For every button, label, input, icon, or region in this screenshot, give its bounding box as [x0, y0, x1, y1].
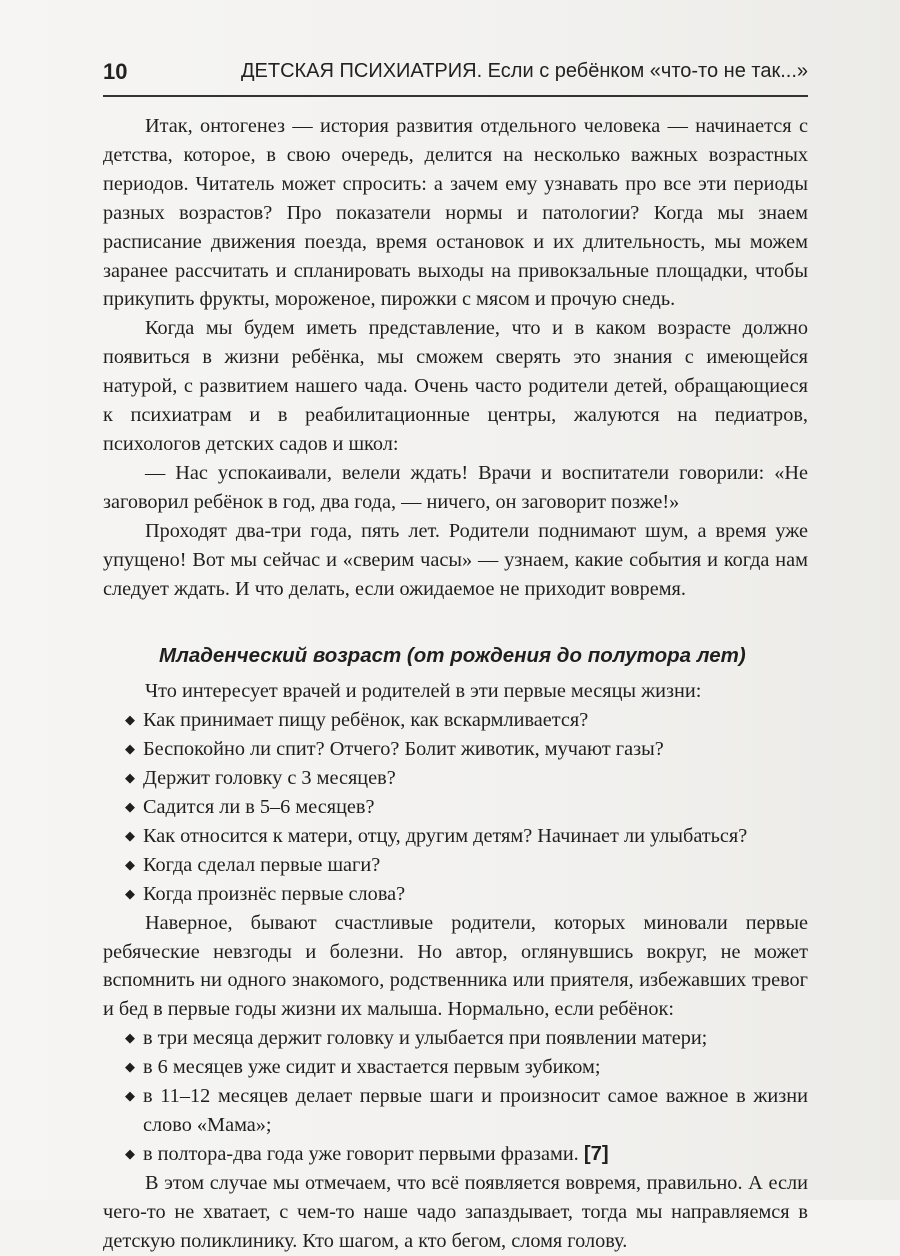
diamond-bullet-icon: ◆: [125, 770, 135, 786]
paragraph: В этом случае мы отмечаем, что всё появляется вовремя, правильно. А если чего-то не хватает, с чем-то наше чадо запаздывает, тогда мы направляемся в детскую поликлинику. Кто шагом, а кто бегом, сломя голову.: [103, 1171, 808, 1252]
diamond-bullet-icon: ◆: [125, 799, 135, 815]
section-heading: Младенческий возраст (от рождения до полутора лет): [159, 644, 746, 668]
citation-reference: [7]: [583, 1142, 609, 1165]
diamond-bullet-icon: ◆: [125, 885, 135, 901]
diamond-bullet-icon: ◆: [125, 712, 135, 728]
list-item: ◆ Держит головку с 3 месяцев?: [103, 764, 808, 793]
list-item: ◆ Беспокойно ли спит? Отчего? Болит животик, мучают газы?: [103, 735, 808, 764]
list-item: ◆ Как принимает пищу ребёнок, как вскармливается?: [103, 706, 808, 735]
running-title: ДЕТСКАЯ ПСИХИАТРИЯ. Если с ребёнком «что-то не так...»: [240, 60, 808, 82]
diamond-bullet-icon: ◆: [125, 1059, 135, 1075]
list-item: ◆ в 11–12 месяцев делает первые шаги и произносит самое важное в жизни слово «Мама»;: [103, 1082, 808, 1140]
diamond-bullet-icon: ◆: [125, 1030, 135, 1046]
page-header: [103, 55, 808, 97]
paragraph: Итак, онтогенез — история развития отдельного человека — начинается с детства, которое, в свою очередь, делится на несколько важных возрастных периодов. Читатель может спросить: а зачем ему узнавать про все эти периоды разных возрастов? Про показатели нормы и патологии? Когда мы знаем расписание движения поезда, время остановок и их длительность, мы можем заранее рассчитать и спланировать выходы на привокзальные площадки, чтобы прикупить фрукты, мороженое, пирожки с мясом и прочую снедь.: [103, 115, 808, 311]
diamond-bullet-icon: ◆: [125, 1145, 135, 1161]
list-item: ◆ Садится ли в 5–6 месяцев?: [103, 793, 808, 822]
list-item: ◆ в 6 месяцев уже сидит и хвастается первым зубиком;: [103, 1053, 808, 1082]
diamond-bullet-icon: ◆: [125, 741, 135, 757]
paragraph: Наверное, бывают счастливые родители, которых миновали первые ребяческие невзгоды и болезни. Но автор, оглянувшись вокруг, не может вспомнить ни одного знакомого, родственника или приятеля, избежавших тревог и бед в первые годы жизни их малыша. Нормально, если ребёнок:: [103, 911, 808, 1021]
paragraph: Проходят два-три года, пять лет. Родители поднимают шум, а время уже упущено! Вот мы сейчас и «сверим часы» — узнаем, какие события и когда нам следует ждать. И что делать, если ожидаемое не приходит вовремя.: [103, 519, 808, 600]
paragraph: Когда мы будем иметь представление, что и в каком возрасте должно появиться в жизни ребёнка, мы сможем сверять это знания с имеющейся натурой, с развитием нашего чада. Очень часто родители детей, обращающиеся к психиатрам и в реабилитационные центры, жалуются на педиатров, психологов детских садов и школ:: [103, 317, 808, 455]
questions-list: [103, 706, 808, 908]
list-item: ◆ Как относится к матери, отцу, другим детям? Начинает ли улыбаться?: [103, 822, 808, 851]
norms-list: [103, 1024, 808, 1169]
page-body: [103, 112, 808, 1256]
list-item: ◆ Когда произнёс первые слова?: [103, 880, 808, 909]
dialogue-paragraph: — Нас успокаивали, велели ждать! Врачи и воспитатели говорили: «Не заговорил ребёнок в год, два года, — ничего, он заговорит позже!»: [103, 461, 808, 513]
list-item: ◆ в три месяца держит головку и улыбается при появлении матери;: [103, 1024, 808, 1053]
diamond-bullet-icon: ◆: [125, 856, 135, 872]
page-number: 10: [103, 59, 128, 84]
diamond-bullet-icon: ◆: [125, 1088, 135, 1104]
section-lead: Что интересует врачей и родителей в эти первые месяцы жизни:: [145, 680, 702, 703]
diamond-bullet-icon: ◆: [125, 827, 135, 843]
list-item: ◆ Когда сделал первые шаги?: [103, 851, 808, 880]
list-item: ◆ в полтора-два года уже говорит первыми фразами. [7]: [103, 1140, 808, 1169]
